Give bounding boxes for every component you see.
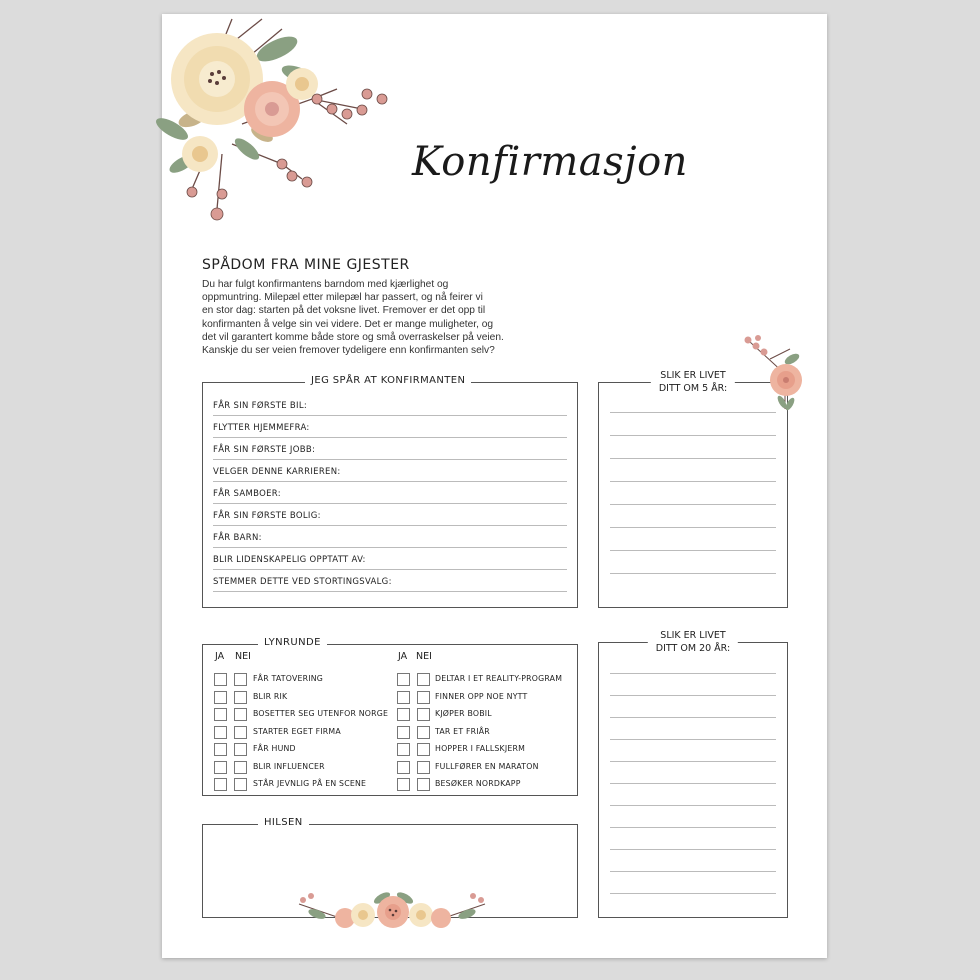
life-5-years-legend (651, 369, 735, 395)
predictions-legend: JEG SPÅR AT KONFIRMANTEN (305, 375, 471, 386)
writing-line (610, 504, 776, 505)
greeting-legend: HILSEN (258, 817, 309, 828)
writing-line (610, 573, 776, 574)
no-checkbox[interactable] (417, 708, 430, 721)
lightning-item-label: STARTER EGET FIRMA (253, 726, 341, 736)
yes-checkbox[interactable] (397, 726, 410, 739)
life-20-years-legend-line: SLIK ER LIVET (660, 630, 726, 641)
prediction-label: FÅR SIN FØRSTE BIL: (213, 401, 308, 411)
life-5-years-box[interactable] (598, 370, 788, 608)
prediction-row[interactable] (213, 569, 567, 592)
writing-line (610, 717, 776, 718)
writing-line (610, 827, 776, 828)
writing-line (610, 805, 776, 806)
life-5-years-legend-line: DITT OM 5 ÅR: (658, 383, 728, 394)
no-checkbox[interactable] (234, 743, 247, 756)
yes-checkbox[interactable] (214, 691, 227, 704)
no-checkbox[interactable] (234, 673, 247, 686)
life-20-years-legend (648, 629, 738, 655)
prediction-row[interactable] (213, 525, 567, 548)
intro-line: oppmuntring. Milepæl etter milepæl har passert, og nå feirer vi (202, 292, 483, 304)
section-heading: SPÅDOM FRA MINE GJESTER (202, 257, 410, 273)
prediction-label: FÅR BARN: (213, 533, 262, 543)
lightning-item-label: STÅR JEVNLIG PÅ EN SCENE (253, 779, 367, 788)
lightning-item-label: HOPPER I FALLSKJERM (435, 744, 526, 753)
yes-checkbox[interactable] (214, 708, 227, 721)
prediction-label: FLYTTER HJEMMEFRA: (213, 423, 310, 433)
yes-checkbox[interactable] (397, 778, 410, 791)
intro-paragraph (202, 278, 532, 357)
prediction-row[interactable] (213, 481, 567, 504)
writing-line (610, 527, 776, 528)
prediction-label: FÅR SIN FØRSTE BOLIG: (213, 511, 321, 521)
yes-checkbox[interactable] (397, 708, 410, 721)
prediction-label: BLIR LIDENSKAPELIG OPPTATT AV: (213, 555, 366, 565)
prediction-label: STEMMER DETTE VED STORTINGSVALG: (213, 577, 392, 587)
no-checkbox[interactable] (234, 761, 247, 774)
lightning-item-label: BESØKER NORDKAPP (435, 779, 521, 788)
prediction-label: FÅR SIN FØRSTE JOBB: (213, 445, 316, 455)
lightning-round-box (202, 637, 578, 796)
lightning-item-label: FÅR TATOVERING (253, 674, 324, 683)
intro-line: Du har fulgt konfirmantens barndom med kjærlighet og (202, 279, 449, 290)
lightning-item-label: FÅR HUND (253, 744, 296, 753)
writing-line (610, 739, 776, 740)
no-checkbox[interactable] (417, 726, 430, 739)
yes-checkbox[interactable] (214, 726, 227, 739)
lightning-round-legend: LYNRUNDE (258, 637, 327, 648)
yes-checkbox[interactable] (397, 673, 410, 686)
lightning-item-label: FULLFØRER EN MARATON (435, 761, 539, 771)
writing-line (610, 871, 776, 872)
intro-line: en stor dag: starten på det voksne livet. Fremover er det opp til (202, 305, 486, 317)
writing-line (610, 783, 776, 784)
no-checkbox[interactable] (417, 743, 430, 756)
no-checkbox[interactable] (234, 708, 247, 721)
lightning-item-label: BLIR INFLUENCER (253, 761, 325, 771)
writing-line (610, 893, 776, 894)
no-checkbox[interactable] (234, 691, 247, 704)
life-5-years-legend-line: SLIK ER LIVET (660, 370, 726, 381)
prediction-row[interactable] (213, 437, 567, 460)
no-checkbox[interactable] (417, 673, 430, 686)
writing-line (610, 550, 776, 551)
yes-checkbox[interactable] (397, 761, 410, 774)
lightning-item-label: BOSETTER SEG UTENFOR NORGE (253, 709, 389, 718)
no-column-header: NEI (235, 651, 251, 662)
prediction-label: FÅR SAMBOER: (213, 489, 281, 499)
prediction-label: VELGER DENNE KARRIEREN: (213, 467, 341, 477)
lightning-item-label: KJØPER BOBIL (435, 709, 492, 718)
yes-checkbox[interactable] (214, 778, 227, 791)
no-checkbox[interactable] (417, 691, 430, 704)
lightning-item-label: BLIR RIK (253, 691, 288, 701)
yes-checkbox[interactable] (397, 743, 410, 756)
no-column-header: NEI (416, 651, 432, 662)
writing-line (610, 695, 776, 696)
intro-line: det vil garantert komme både store og små overraskelser på veien. (202, 331, 504, 343)
yes-checkbox[interactable] (397, 691, 410, 704)
yes-column-header: JA (215, 651, 225, 662)
yes-checkbox[interactable] (214, 761, 227, 774)
life-20-years-box[interactable] (598, 630, 788, 918)
worksheet-page (162, 14, 827, 958)
writing-line (610, 673, 776, 674)
floral-garland-illustration (297, 882, 487, 934)
prediction-row[interactable] (213, 459, 567, 482)
writing-line (610, 849, 776, 850)
no-checkbox[interactable] (234, 726, 247, 739)
rose-sprig-illustration (740, 334, 810, 414)
predictions-box (202, 375, 578, 608)
prediction-row[interactable] (213, 415, 567, 438)
writing-line (610, 761, 776, 762)
writing-line (610, 435, 776, 436)
no-checkbox[interactable] (417, 778, 430, 791)
no-checkbox[interactable] (417, 761, 430, 774)
life-20-years-legend-line: DITT OM 20 ÅR: (655, 643, 731, 654)
yes-checkbox[interactable] (214, 743, 227, 756)
prediction-row[interactable] (213, 547, 567, 570)
intro-line: konfirmanten å velge sin vei videre. Det er mange muligheter, og (202, 318, 494, 330)
writing-line (610, 481, 776, 482)
floral-bouquet-illustration (162, 14, 402, 234)
intro-line: Kanskje du ser veien fremover tydeligere enn konfirmanten selv? (202, 345, 495, 357)
page-title: Konfirmasjon (412, 139, 688, 185)
prediction-row[interactable] (213, 503, 567, 526)
lightning-item-label: FINNER OPP NOE NYTT (435, 691, 528, 701)
lightning-item-label: DELTAR I ET REALITY-PROGRAM (435, 674, 563, 683)
yes-checkbox[interactable] (214, 673, 227, 686)
yes-column-header: JA (398, 651, 408, 662)
no-checkbox[interactable] (234, 778, 247, 791)
writing-line (610, 458, 776, 459)
lightning-item-label: TAR ET FRIÅR (435, 726, 490, 736)
prediction-row[interactable] (213, 393, 567, 416)
